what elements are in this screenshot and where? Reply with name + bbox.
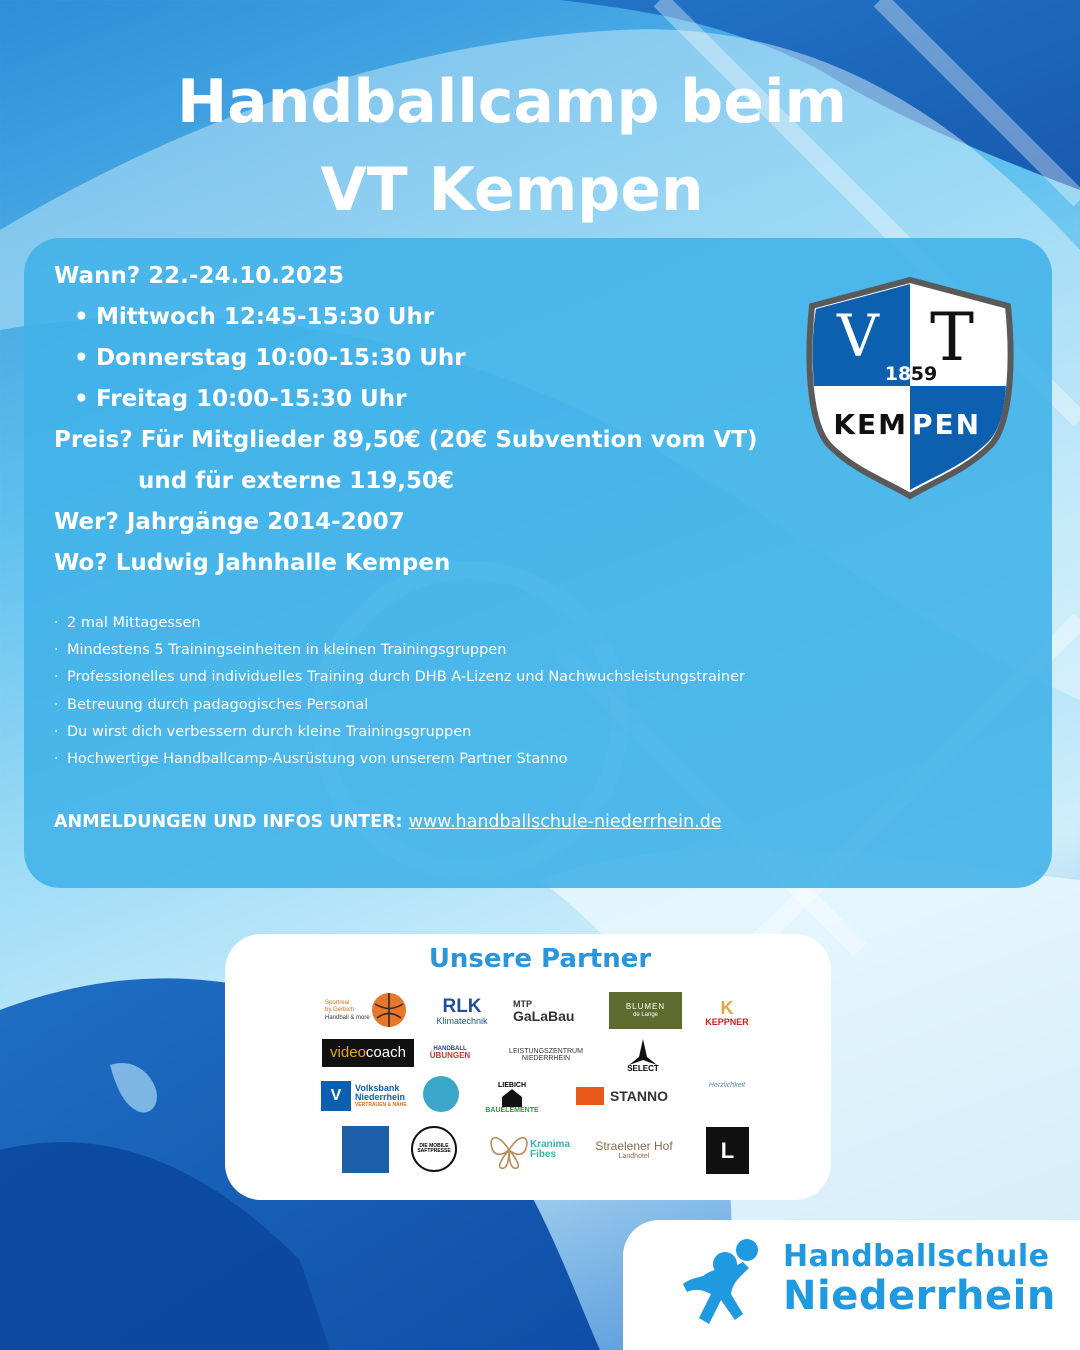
house-icon [502, 1089, 522, 1107]
bullet-icon: · [54, 750, 59, 767]
feature-item [54, 719, 745, 746]
price-line-2: und für externe 119,50€ [138, 468, 455, 494]
uebungen-line-1: HANDBALL [433, 1045, 467, 1052]
handball-uebungen-logo [429, 1036, 471, 1070]
sportreal-line-1: Sportreal [325, 1000, 350, 1007]
schedule-item-text: Donnerstag 10:00-15:30 Uhr [96, 345, 466, 371]
bullet-icon: · [54, 642, 59, 659]
liebich-name: LIEBICH [498, 1081, 526, 1089]
bullet-icon: · [54, 696, 59, 713]
bullet-icon: • [74, 386, 89, 412]
rlk-subtitle: Klimatechnik [436, 1016, 488, 1027]
event-details [54, 256, 814, 584]
crest-name-b: PEN [912, 408, 982, 441]
keppner-mark: K [720, 997, 734, 1018]
bullet-icon: · [54, 615, 59, 631]
volksbank-icon: V [321, 1081, 351, 1111]
straelener-name: Straelener Hof [595, 1139, 673, 1154]
brand-line-2: Niederrhein [783, 1273, 1056, 1319]
schedule-item [54, 297, 814, 338]
keppner-logo [701, 992, 753, 1034]
schedule-item [54, 379, 814, 420]
volksbank-line-2: Niederrhein [355, 1092, 406, 1103]
videocoach-logo [322, 1039, 414, 1067]
dark-logo-letter: L [720, 1137, 735, 1163]
signup-info [54, 812, 722, 832]
title-line-1: Handballcamp beim [176, 67, 848, 137]
schedule-item-text: Mittwoch 12:45-15:30 Uhr [96, 304, 435, 330]
sportreal-line-3: Handball & more [325, 1014, 370, 1021]
stanno-icon [576, 1087, 604, 1105]
bullet-icon: · [54, 669, 59, 686]
stanno-logo [563, 1086, 681, 1106]
feature-text: 2 mal Mittagessen [67, 615, 201, 631]
handball-icon [367, 990, 411, 1030]
stanno-name: STANNO [609, 1087, 669, 1104]
feature-text: Hochwertige Handballcamp-Ausrüstung von unserem Partner Stanno [67, 750, 568, 767]
volksbank-niederrhein-logo [321, 1080, 417, 1112]
straelener-subtitle: Landhotel [618, 1152, 650, 1160]
feature-item [54, 637, 745, 664]
brand-card [623, 1220, 1080, 1350]
feature-item [54, 692, 745, 719]
feature-text: Du wirst dich verbessern durch kleine Trainingsgruppen [67, 723, 472, 740]
feature-item [54, 664, 745, 691]
bullet-icon: · [54, 723, 59, 740]
vt-kempen-crest-logo [800, 276, 1020, 500]
age-groups: Wer? Jahrgänge 2014-2007 [54, 509, 405, 535]
mobile-line-2: SAFTPRESSE [417, 1148, 451, 1154]
mobile-saftpresse-logo [411, 1126, 457, 1172]
feature-text: Mindestens 5 Trainingseinheiten in kleinen Trainingsgruppen [67, 642, 507, 659]
mtp-name: MTP [513, 998, 532, 1009]
select-name: SELECT [627, 1063, 659, 1073]
crest-name-a: KEM [833, 408, 908, 441]
keppner-name: KEPPNER [705, 1016, 749, 1027]
event-date: Wann? 22.-24.10.2025 [54, 263, 344, 289]
volksbank-line-1: Volksbank [355, 1082, 400, 1093]
volksbank-line-3: VERTRAUEN & NÄHE [355, 1101, 407, 1108]
handball-player-icon [673, 1236, 781, 1336]
venue: Wo? Ludwig Jahnhalle Kempen [54, 550, 451, 576]
crest-year-b: 59 [910, 363, 938, 385]
videocoach-word-b: coach [365, 1044, 406, 1062]
bullet-icon: • [74, 304, 89, 330]
crest-letter-v: V [837, 302, 879, 370]
partners-card [225, 934, 831, 1200]
brand-line-1: Handballschule [783, 1239, 1050, 1274]
dark-square-logo [706, 1127, 749, 1174]
leistungszentrum-logo [487, 1042, 605, 1068]
crest-year-a: 18 [884, 363, 912, 385]
herzlichkeit-logo [699, 1062, 755, 1110]
select-star-icon [629, 1039, 657, 1065]
lz-line-2: NIEDERRHEIN [521, 1055, 571, 1062]
schedule-item [54, 338, 814, 379]
crest-letter-t: T [929, 299, 975, 376]
rlk-klimatechnik-logo [429, 992, 495, 1032]
feature-item [54, 610, 745, 637]
website-link[interactable]: www.handballschule-niederrhein.de [408, 812, 722, 832]
mtp-galabau-logo [513, 996, 581, 1028]
blumen-subtitle: de Lange [632, 1011, 659, 1018]
circle-emblem-logo [423, 1076, 459, 1112]
butterfly-icon [488, 1130, 530, 1170]
bullet-icon: • [74, 345, 89, 371]
mobile-line-1: DIE MOBILE [419, 1142, 449, 1149]
videocoach-word-a: video [330, 1044, 366, 1062]
feature-text: Betreuung durch padagogisches Personal [67, 696, 369, 713]
schedule-item-text: Freitag 10:00-15:30 Uhr [96, 386, 407, 412]
sportreal-line-2: by Gerbich [325, 1007, 355, 1014]
partners-title: Unsere Partner [428, 944, 652, 974]
liebich-subtitle: BAUELEMENTE [485, 1107, 539, 1114]
feature-text: Professionelles und individuelles Training durch DHB A-Lizenz und Nachwuchsleistungstrainer [67, 669, 745, 686]
page-title [0, 58, 1024, 234]
sportreal-logo [325, 990, 411, 1032]
kranima-line-1: Kranima [529, 1138, 570, 1150]
price-line-1: Preis? Für Mitglieder 89,50€ (20€ Subvention vom VT) [54, 427, 758, 453]
rlk-name: RLK [442, 996, 482, 1018]
kranima-fibes-logo [483, 1128, 575, 1172]
liebich-bauelemente-logo [477, 1076, 547, 1120]
person-photo-logo [342, 1126, 389, 1173]
lz-line-1: LEISTUNGSZENTRUM [509, 1047, 583, 1055]
signup-label: ANMELDUNGEN UND INFOS UNTER: [54, 812, 409, 832]
galabau-name: GaLaBau [513, 1008, 575, 1025]
title-line-2: VT Kempen [320, 155, 704, 225]
feature-list [54, 610, 745, 773]
blumen-name: BLUMEN [625, 1002, 666, 1012]
straelener-hof-logo [589, 1128, 679, 1172]
herzlichkeit-name: Herzlichkeit [708, 1082, 746, 1090]
kranima-line-2: Fibes [529, 1149, 557, 1160]
brand-wordmark [783, 1239, 1056, 1319]
uebungen-line-2: ÜBUNGEN [429, 1050, 471, 1060]
feature-item [54, 746, 745, 773]
blumen-de-lange-logo [609, 992, 682, 1029]
select-logo [619, 1034, 667, 1078]
